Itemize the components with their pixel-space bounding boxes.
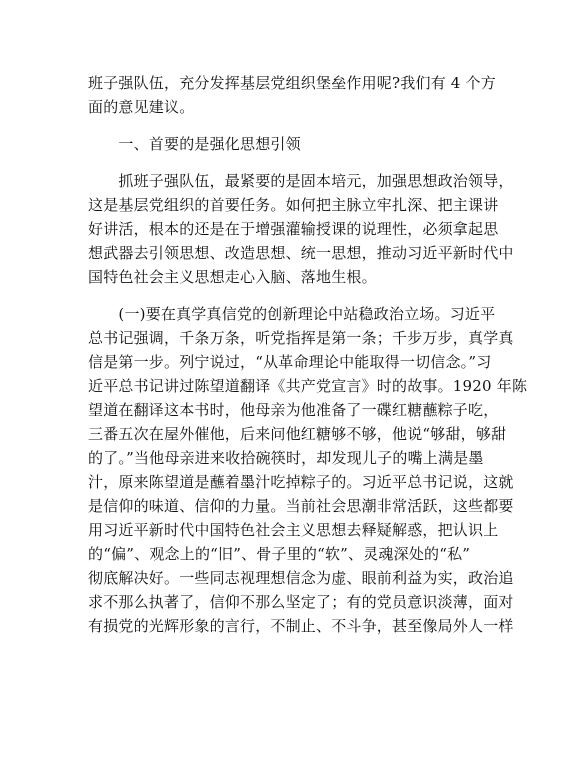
text-line: 汁，原来陈望道是蘸着墨汁吃掉粽子的。习近平总书记说，这就 bbox=[88, 473, 514, 491]
section-heading bbox=[88, 132, 508, 156]
text-line: 近平总书记讲过陈望道翻译《共产党宣言》时的故事。1920 年陈 bbox=[88, 377, 528, 395]
text-line: 抓班子强队伍，最紧要的是固本培元，加强思想政治领导， bbox=[88, 172, 514, 190]
body-paragraph bbox=[88, 169, 514, 289]
text-line: 好讲活，根本的还是在于增强灌输授课的说理性，必须拿起思 bbox=[88, 220, 499, 238]
text-line: 国特色社会主义思想走心入脑、落地生根。 bbox=[88, 268, 377, 286]
text-line: 求不那么执著了，信仰不那么坚定了；有的党员意识淡薄，面对 bbox=[88, 593, 514, 611]
text-line: 班子强队伍，充分发挥基层党组织堡垒作用呢?我们有 4 个方 bbox=[88, 74, 496, 92]
text-line: 用习近平新时代中国特色社会主义思想去释疑解惑，把认识上 bbox=[88, 521, 499, 539]
text-line: 想武器去引领思想、改造思想、统一思想，推动习近平新时代中 bbox=[88, 244, 514, 262]
heading-text: 一、首要的是强化思想引领 bbox=[88, 135, 301, 153]
text-line: 彻底解决好。一些同志视理想信念为虚、眼前利益为实，政治追 bbox=[88, 569, 514, 587]
intro-paragraph bbox=[88, 71, 508, 119]
text-line: 信是第一步。列宁说过，“从革命理论中能取得一切信念。”习 bbox=[88, 353, 492, 371]
text-line: 是信仰的味道、信仰的力量。当前社会思潮非常活跃，这些都要 bbox=[88, 497, 514, 515]
text-line: 有损党的光辉形象的言行，不制止、不斗争，甚至像局外人一样 bbox=[88, 617, 514, 635]
text-line: (一)要在真学真信党的创新理论中站稳政治立场。习近平 bbox=[88, 305, 496, 323]
text-line: 望道在翻译这本书时，他母亲为他准备了一碟红糖蘸粽子吃， bbox=[88, 401, 499, 419]
text-line: 的“偏”、观念上的“旧”、骨子里的“软”、灵魂深处的“私” bbox=[88, 545, 471, 563]
text-line: 总书记强调，千条万条，听党指挥是第一条；千步万步，真学真 bbox=[88, 329, 514, 347]
text-line: 面的意见建议。 bbox=[88, 98, 195, 116]
document-body bbox=[88, 71, 528, 638]
text-line: 的了。”当他母亲进来收拾碗筷时，却发现儿子的嘴上满是墨 bbox=[88, 449, 484, 467]
text-line: 这是基层党组织的首要任务。如何把主脉立牢扎深、把主课讲 bbox=[88, 196, 499, 214]
text-line: 三番五次在屋外催他，后来问他红糖够不够，他说“够甜，够甜 bbox=[88, 425, 507, 443]
body-paragraph bbox=[88, 302, 528, 638]
